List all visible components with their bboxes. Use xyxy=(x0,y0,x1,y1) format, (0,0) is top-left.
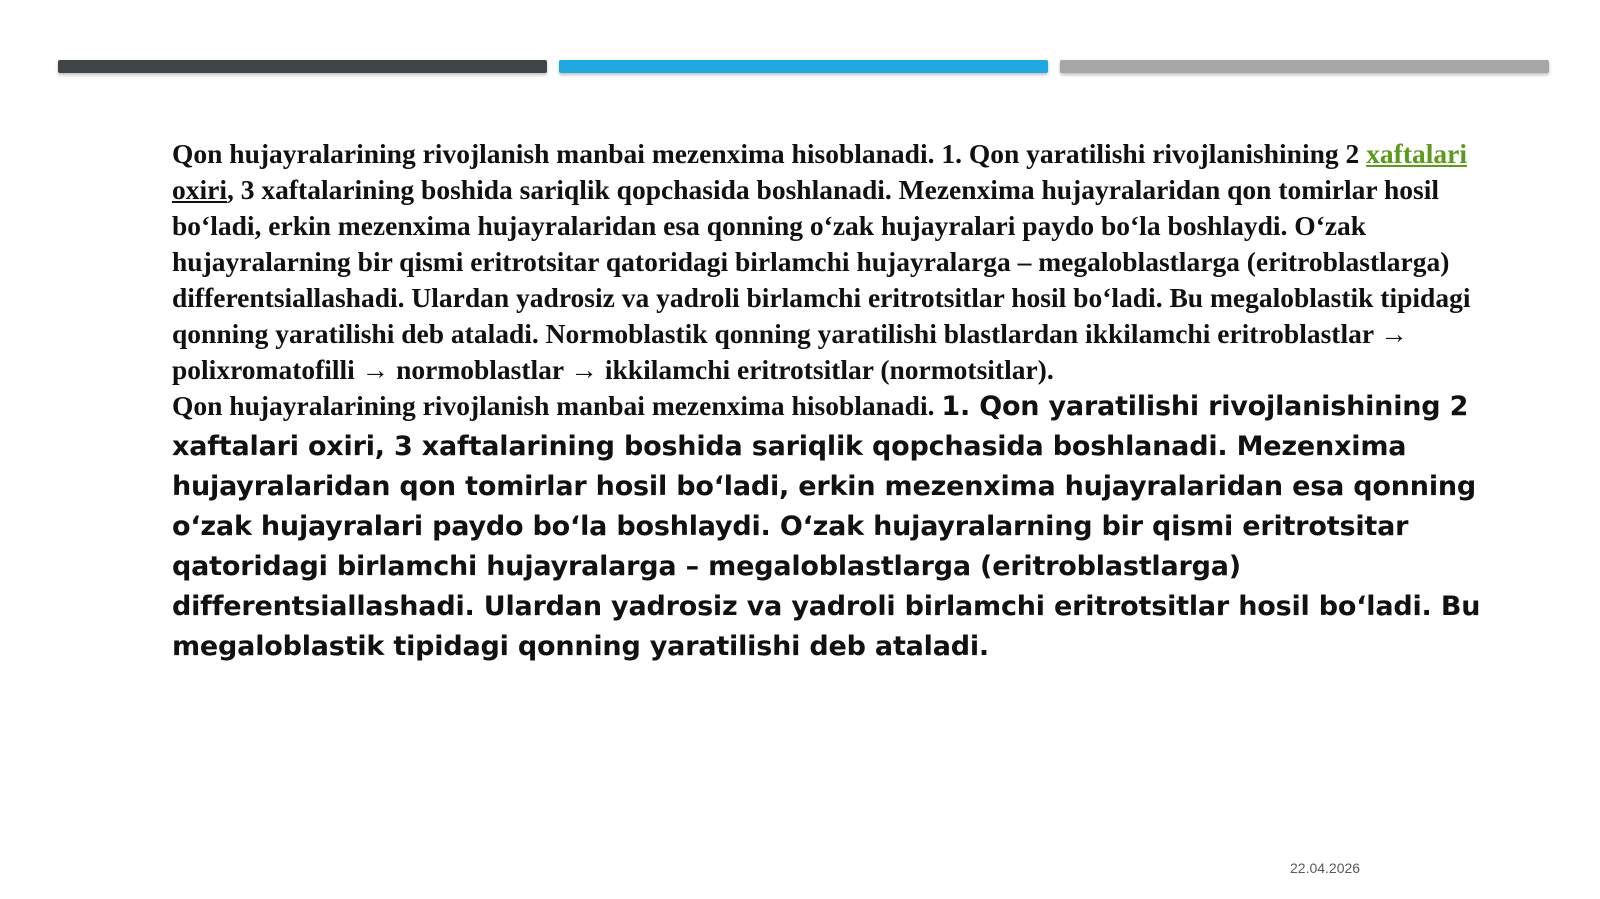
xaftalari-link[interactable]: xaftalari xyxy=(1366,138,1467,169)
paragraph2-serif-part: Qon hujayralarining rivojlanish manbai mezenxima hisoblanadi. xyxy=(172,390,942,421)
slide-date: 22.04.2026 xyxy=(1290,860,1361,876)
paragraph1-lead: Qon hujayralarining rivojlanish manbai mezenxima hisoblanadi. 1. Qon yaratilishi rivojlanishining 2 xyxy=(172,138,1367,169)
slide-body xyxy=(172,136,1512,669)
paragraph1-rest: , 3 xaftalarining boshida sariqlik qopchasida boshlanadi. Mezenxima hujayralaridan qon tomirlar hosil bo‘ladi, erkin mezenxima hujayralaridan esa qonning o‘zak hujayralari paydo bo‘la boshlaydi. O‘zak hujayralarning bir qismi eritrotsitar qatoridagi birlamchi hujayralarga – megaloblastlarga (eritroblastlarga) differentsiallashadi. Ulardan yadrosiz va yadroli birlamchi eritrotsitlar hosil bo‘ladi. Bu megaloblastik tipidagi qonning yaratilishi deb ataladi. Normoblastik qonning yaratilishi blastlardan ikkilamchi eritroblastlar → polixromatofilli → normoblastlar → ikkilamchi eritrotsitlar (normotsitlar). xyxy=(172,174,1471,385)
oxiri-underlined-text: oxiri xyxy=(172,174,227,205)
paragraph2-sans-part: 1. Qon yaratilishi rivojlanishining 2 xaftalari oxiri, 3 xaftalarining boshida sariqlik qopchasida boshlanadi. Mezenxima hujayralaridan qon tomirlar hosil bo‘ladi, erkin mezenxima hujayralaridan esa qonning o‘zak hujayralari paydo bo‘la boshlaydi. O‘zak hujayralarning bir qismi eritrotsitar qatoridagi birlamchi hujayralarga – megaloblastlarga (eritroblastlarga) differentsiallashadi. Ulardan yadrosiz va yadroli birlamchi eritrotsitlar hosil bo‘ladi. Bu megaloblastik tipidagi qonning yaratilishi deb ataladi. xyxy=(172,391,1481,662)
header-bar-blue xyxy=(559,60,1048,73)
header-bar-gray xyxy=(1060,60,1549,73)
paragraph-serif xyxy=(172,136,1512,388)
header-bar-dark xyxy=(58,60,547,73)
paragraph-mixed xyxy=(172,388,1512,669)
